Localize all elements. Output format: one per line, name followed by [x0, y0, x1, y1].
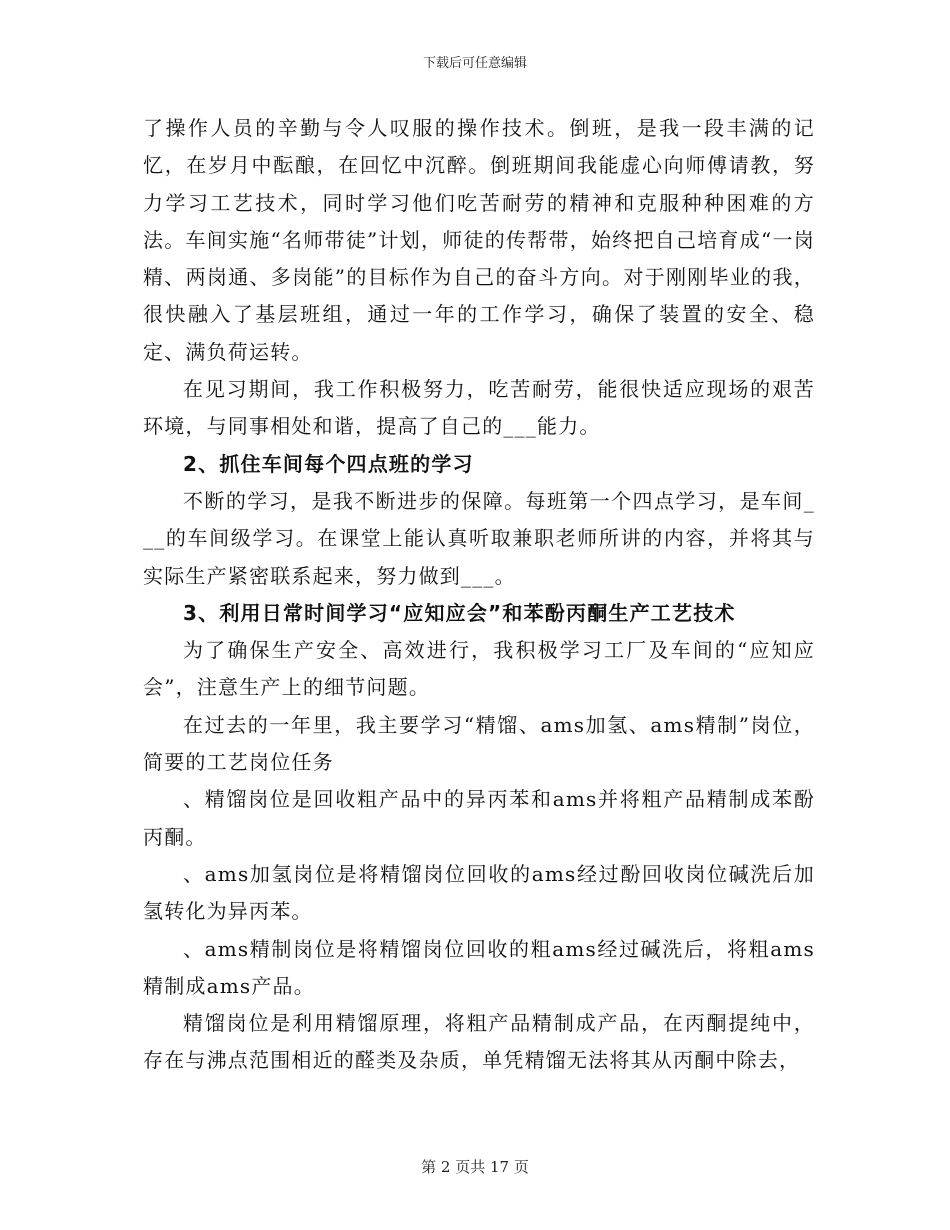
paragraph-refining-task: 、ams精制岗位是将精馏岗位回收的粗ams经过碱洗后，将粗ams精制成ams产品。	[143, 936, 815, 998]
paragraph-positions: 在过去的一年里，我主要学习“精馏、ams加氢、ams精制”岗位，简要的工艺岗位任务	[143, 712, 815, 775]
paragraph-continuation: 了操作人员的辛勤与令人叹服的操作技术。倒班，是我一段丰满的记忆，在岁月中酝酿，在回忆中沉醉。倒班期间我能虚心向师傅请教，努力学习工艺技术，同时学习他们吃苦耐劳的精神和克服种种困难的方法。车间实施“名师带徒”计划，师徒的传帮带，始终把自己培育成“一岗精、两岗通、多岗能”的目标作为自己的奋斗方向。对于刚刚毕业的我，很快融入了基层班组，通过一年的工作学习，确保了装置的安全、稳定、满负荷运转。	[143, 116, 815, 364]
page-number: 第 2 页共 17 页	[421, 1158, 529, 1176]
paragraph-safety: 为了确保生产安全、高效进行，我积极学习工厂及车间的“应知应会”，注意生产上的细节问题。	[143, 638, 815, 700]
paragraph-distillation-principle: 精馏岗位是利用精馏原理，将粗产品精制成产品，在丙酮提纯中，存在与沸点范围相近的醛类及杂质，单凭精馏无法将其从丙酮中除去，	[143, 1011, 815, 1073]
paragraph-study: 不断的学习，是我不断进步的保障。每班第一个四点学习，是车间___的车间级学习。在课堂上能认真听取兼职老师所讲的内容，并将其与实际生产紧密联系起来，努力做到___。	[143, 488, 815, 588]
document-body	[143, 110, 815, 1080]
paragraph-hydrogenation-task: 、ams加氢岗位是将精馏岗位回收的ams经过酚回收岗位碱洗后加氢转化为异丙苯。	[143, 861, 815, 924]
page-header: 下载后可任意编辑	[422, 56, 527, 71]
paragraph-internship: 在见习期间，我工作积极努力，吃苦耐劳，能很快适应现场的艰苦环境，与同事相处和谐，提高了自己的___能力。	[143, 377, 815, 439]
section-heading-2: 2、抓住车间每个四点班的学习	[183, 451, 474, 476]
section-heading-3: 3、利用日常时间学习“应知应会”和苯酚丙酮生产工艺技术	[183, 600, 736, 625]
paragraph-distillation-task: 、精馏岗位是回收粗产品中的异丙苯和ams并将粗产品精制成苯酚丙酮。	[143, 787, 815, 849]
